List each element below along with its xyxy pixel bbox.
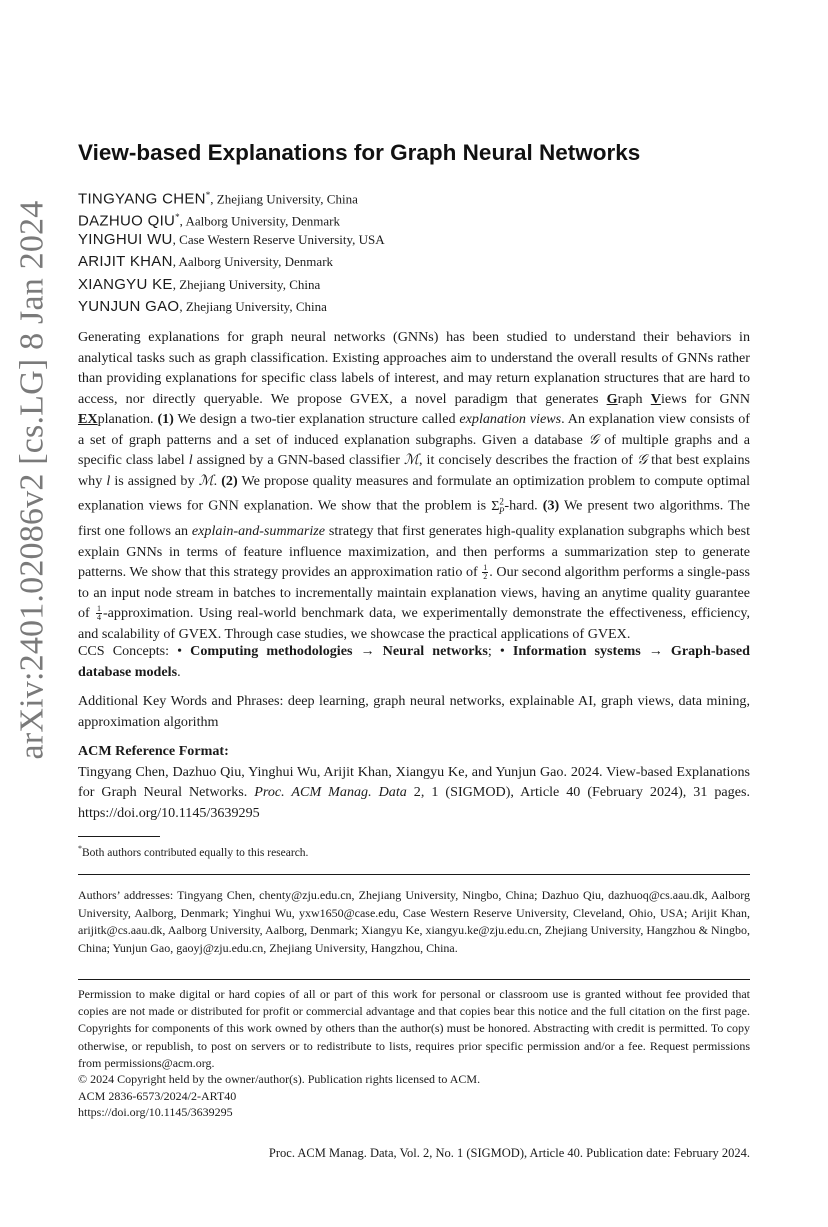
acronym-letter: EX (78, 411, 98, 427)
author-entry (78, 251, 385, 273)
author-affiliation: , Zhejiang University, China (172, 276, 321, 292)
abstract-text: -hard. (504, 497, 543, 514)
author-entry (78, 296, 385, 318)
abstract-text: iews for GNN (660, 390, 750, 407)
acronym-letter: V (650, 390, 661, 407)
keywords: Additional Key Words and Phrases: deep learning, graph neural networks, explainable AI, graph views, data mining, approximation algorithm (78, 693, 750, 730)
abstract-text: Generating explanations for graph neural networks (GNNs) has been studied to understand their behaviors in analytical tasks such as graph classification. Existing approaches aim to understand the overall results of GNNs rather than providing explanations for specific class labels of interest, and may return explanation structures that are hard to access, nor directly queryable. We propose GVEX, a novel paradigm that generates (78, 329, 750, 407)
footnote-mark: * (78, 844, 82, 853)
fraction-numerator: 1 (483, 563, 488, 573)
emphasized-term: explanation views (459, 411, 562, 427)
author-addresses: Authors’ addresses: Tingyang Chen, chenty@zju.edu.cn, Zhejiang University, Ningbo, China; Dazhuo Qiu, dazhuoq@cs.aau.dk, Aalborg University, Aalborg, Denmark; Yinghui Wu, yxw1650@case.edu, Case Western Reserve University, Cleveland, Ohio, USA; Arijit Khan, arijitk@cs.aau.dk, Aalborg University, Aalborg, Denmark; Xiangyu Ke, xiangyu.ke@zju.edu.cn, Zhejiang University, Hangzhou & Ningbo, China; Yunjun Gao, gaoyj@zju.edu.cn, Zhejiang University, Hangzhou, China. (78, 888, 750, 955)
author-entry (78, 229, 385, 251)
math-symbol: 𝒢 (588, 431, 599, 448)
running-footer: Proc. ACM Manag. Data, Vol. 2, No. 1 (SIGMOD), Article 40. Publication date: February 2024. (268, 1146, 750, 1160)
author-affiliation: , Aalborg University, Denmark (172, 254, 334, 270)
arxiv-identifier-sidebar (6, 200, 58, 760)
fraction-one-quarter (96, 605, 102, 622)
math-complexity-class (491, 498, 504, 514)
emphasized-term: explain-and-summarize (191, 523, 326, 539)
math-symbol: ℳ (198, 472, 214, 489)
author-entry (78, 274, 385, 296)
contribution-marker: (1) (157, 411, 174, 427)
ccs-concept: Computing methodologies → Neural networks (190, 643, 488, 659)
abstract-text: -approximation. Using real-world benchmark data, we experimentally demonstrate the effectiveness, efficiency, and scalability of GVEX. Through case studies, we showcase the practical applications of GVEX. (78, 605, 750, 642)
abstract-text: We design a two-tier explanation structure called (173, 411, 460, 427)
ccs-concept: Information systems → Graph-based database models (78, 643, 751, 680)
math-symbol: ℳ (403, 452, 419, 468)
doi-link[interactable]: https://doi.org/10.1145/3639295 (78, 1105, 233, 1119)
footnote-rule (78, 836, 160, 837)
ccs-end: . (177, 663, 181, 680)
contribution-marker: (3) (542, 497, 560, 514)
abstract-text: raph (617, 390, 651, 407)
author-affiliation: , Aalborg University, Denmark (179, 213, 340, 229)
footnote (78, 844, 308, 859)
fraction-denominator: 2 (483, 572, 488, 582)
author-name: TINGYANG CHEN (78, 190, 206, 208)
author-entry (78, 206, 385, 228)
author-affiliation: , Zhejiang University, China (179, 298, 327, 314)
math-subscript: P (498, 505, 505, 516)
author-footnote-mark: * (205, 190, 211, 200)
acm-reference-format (78, 741, 750, 823)
author-name: YINGHUI WU (78, 230, 173, 248)
math-superscript: 2 (499, 496, 504, 506)
acronym-letter: G (606, 390, 618, 407)
math-symbol: l (188, 452, 193, 468)
acm-reference-text (78, 762, 750, 824)
abstract-text: that best explains why (78, 452, 751, 489)
author-name: ARIJIT KHAN (78, 253, 173, 271)
fraction-denominator: 4 (96, 613, 101, 623)
abstract-text: , it concisely describes the fraction of (419, 452, 638, 468)
reference-text: Tingyang Chen, Dazhuo Qiu, Yinghui Wu, Arijit Khan, Xiangyu Ke, and Yunjun Gao. 2024. View-based Explanations for Graph Neural Networks. (78, 763, 750, 800)
abstract-text: of multiple graphs and a specific class label (78, 431, 750, 468)
abstract-text: We propose quality measures and formulate an optimization problem to compute optimal explanation views for GNN explanation. We show that the problem is (78, 472, 751, 514)
abstract-text: strategy that first generates high-quality explanation subgraphs which best explain GNNs in terms of feature influence maximization, and then performs a summarization step to generate patterns. We show that this strategy provides an approximation ratio of (78, 523, 750, 580)
journal-name: Proc. ACM Manag. Data (254, 784, 407, 800)
contribution-marker: (2) (221, 472, 238, 489)
author-affiliation: , Zhejiang University, China (210, 191, 358, 207)
copyright-line: © 2024 Copyright held by the owner/author(s). Publication rights licensed to ACM. (78, 1072, 481, 1086)
abstract-text: . Our second algorithm performs a single-pass to an input node stream in batches to incrementally maintain explanation views, having an anytime quality guarantee of (78, 564, 750, 621)
abstract-text: assigned by a GNN-based classifier (192, 452, 404, 468)
abstract-text: planation. (97, 411, 158, 427)
abstract (78, 327, 750, 644)
math-symbol: 𝒢 (637, 452, 648, 468)
permissions-notice: Permission to make digital or hard copies of all or part of this work for personal or classroom use is granted without fee provided that copies are not made or distributed for profit or commercial advantage and that copies bear this notice and the full citation on the first page. Copyrights for components of this work owned by others than the author(s) must be honored. Abstracting with credit is permitted. To copy otherwise, or republish, to post on servers or to redistribute to lists, requires prior specific permission and/or a fee. Request permissions from permissions@acm.org. (78, 987, 750, 1070)
acm-reference-heading: ACM Reference Format: (78, 743, 229, 759)
author-list (78, 184, 385, 318)
reference-text: 2, 1 (SIGMOD), Article 40 (February 2024), 31 pages. https://doi.org/10.1145/3639295 (78, 784, 750, 821)
author-name: DAZHUO QIU (78, 212, 176, 230)
author-entry (78, 184, 385, 206)
paper-title: View-based Explanations for Graph Neural Networks (78, 140, 641, 165)
ccs-concepts (78, 641, 750, 682)
author-name: YUNJUN GAO (78, 297, 180, 315)
math-symbol: Σ (491, 497, 500, 514)
divider (78, 874, 750, 875)
abstract-text: . An explanation view consists of a set of graph patterns and a set of induced explanation subgraphs. Given a database (78, 411, 750, 448)
abstract-text: We present two algorithms. The first one follows an (78, 497, 750, 539)
divider (78, 979, 750, 980)
math-symbol: l (106, 472, 111, 489)
arxiv-id-text: arXiv:2401.02086v2 [cs.LG] 8 Jan 2024 (13, 200, 50, 760)
author-affiliation: , Case Western Reserve University, USA (172, 231, 385, 247)
ccs-lead: CCS Concepts: • (78, 643, 191, 659)
abstract-text: . (213, 472, 222, 489)
author-footnote-mark: * (175, 212, 180, 223)
fraction-one-half (482, 564, 488, 581)
fraction-numerator: 1 (96, 604, 101, 614)
acm-number: ACM 2836-6573/2024/2-ART40 (78, 1089, 237, 1103)
ccs-separator: ; • (487, 643, 513, 659)
abstract-text: is assigned by (110, 472, 199, 489)
footnote-text: Both authors contributed equally to this research. (82, 846, 309, 859)
author-name: XIANGYU KE (78, 275, 173, 293)
